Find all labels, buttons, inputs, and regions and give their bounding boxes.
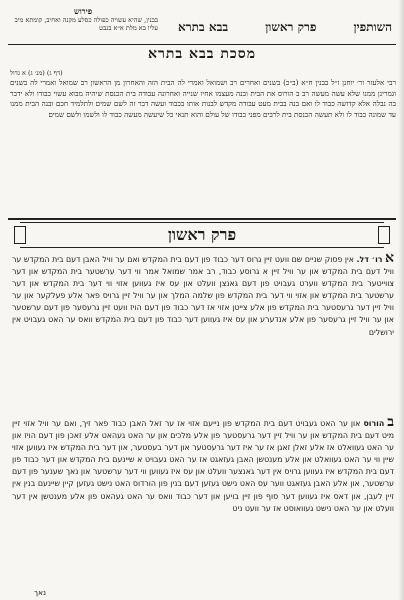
- section-a: [12, 252, 394, 404]
- section-b-marker: ב: [387, 416, 394, 430]
- section-b: [12, 416, 394, 596]
- section-b-body: און ער האט געבויט דעם בית המקדש פון נייעם אזוי אז ער זאל האבן כבוד פאר זיך, ואם ער וויל אזוי זיין מיט דעם בית המקדש און ער וויל זיין דער גרעסטער פון אלע מלכים און ער האט געהאט אלע זאכן פון דעם הויז און ער האט געוואלט אז אלע זאלן זאגן אז ער איז דער גרעסטער און דער בעסטער, און דער בית המקדש איז געווען אזוי שיין ווי ער האט געוואלט און אלע מענטשן האבן געזאגט אז ער האט געבויט א שיינעם בית המקדש און דער כבוד פון דעם בית המקדש איז געווען גרויס אין דער גאנצער וועלט און עס איז געווען ווי דער ערשטער און נאך שענער פון דעם ערשטער, און אלע האבן געזאגט ווער עס האט נישט געזען דעם בנין פון הורדוס האט נישט געזען קיין שיינעם בנין אין זיין לעבן, און דאס איז געווען דער סוף פון זיין בויען און דער כבוד וואס ער האט געהאט פון אלע מענטשן אין דער וועלט און ער האט נישט געוואוסט אז ער וועט ניט: [12, 419, 394, 513]
- section-a-lead: רו׳ דל.: [356, 255, 383, 264]
- source-reference: (דף ג) (מנ׳ ג) א גדול: [10, 69, 63, 77]
- tractate-title: מסכת בבא בתרא: [147, 46, 257, 62]
- section-a-marker: א: [385, 252, 394, 266]
- tractate-label: בבא בתרא: [178, 20, 229, 34]
- chapter-label: פרק ראשון: [265, 20, 317, 34]
- scan-shadow: [398, 0, 404, 600]
- section-b-lead: הורוס: [363, 419, 385, 428]
- running-header: [8, 4, 396, 44]
- catchword: נאך: [34, 588, 47, 597]
- header-titles: [178, 20, 392, 35]
- running-title: השותפין: [353, 20, 392, 34]
- pirush-label: פירוש: [73, 6, 93, 16]
- side-note-text: בבנין, שהיא עשויה כפולה כסלע מקנה ואחיב, קומתא מיב עליו בא מלת א״א בנבט: [14, 16, 158, 33]
- header-side-note: [8, 6, 158, 32]
- section-a-body: אין פסוק שניים שם וועט זיין גרוס דער כבוד פון דעם בית המקדש ואם ער וויל האבן דעם בית המקדש ער וויל דעם בית המקדש און ער וויל זיין א גרוסע כבוד, רב אמר שמואל אמר ווי דער ערשטער בית המקדש און דער צווייטער בית המקדש ווערט געבויט פון דעם גאנצן וועלט און עס איז געווען אזוי ווי דער בית המקדש און דער ערשטער בית המקדש און אזוי ווי דער בית המקדש פון שלמה המלך און ער וויל זיין גרויס פאר אלע פעלקער און ער וויל זיין דער גרעסטער בית המקדש פון אלע צייטן אזוי אז דער כבוד פון דעם הויז וועט זיין גרעסער פון דעם ערשטער און ער וויל זיין גרעסער פון אלע אנדערע און עס איז געווען דער כבוד פון דעם בית המקדש וואס ער האט געבויט אין ירושלים: [12, 255, 394, 337]
- chapter-banner: [8, 222, 396, 248]
- chapter-heading: פרק ראשון: [167, 225, 237, 244]
- section-divider: [8, 218, 396, 220]
- intro-block: [10, 68, 396, 208]
- header-divider: [8, 44, 396, 45]
- intro-body: רבי אלעזר ור׳ יוחנן ז״ל בבנין ח״א (ב״כ) בשנים ואחרים רב ושמואל ואמרי לה הבית הזה והאחרון מן הראשון רב שמואל ואמרי לה בשנים וגמרינן ממנו שלא עשה מעשה רב ב הורוס את הבית ובנה מעצמו אחיו שנייה ואחרונה עבודה בית הכנסת שיהיה מבוא עשוי כבודו ולא ידבר בה נבלה אלא קדושה כבוד לו ואם בנה בבית מעט עבודה מקדש לבנות אותו בכבוד ועשה דבר זה לשם שמים ולתלמיד חכם ובנה הבית ממנו עד שמונה כבוד לו ולא תעשה הכנסת בית לרבים מפני כבודו של עולם והוא תנאי כל שיעשה מעשה כבוד לו ולשמו ולשם שמים: [10, 78, 396, 119]
- chapter-heading-frame: [20, 222, 384, 248]
